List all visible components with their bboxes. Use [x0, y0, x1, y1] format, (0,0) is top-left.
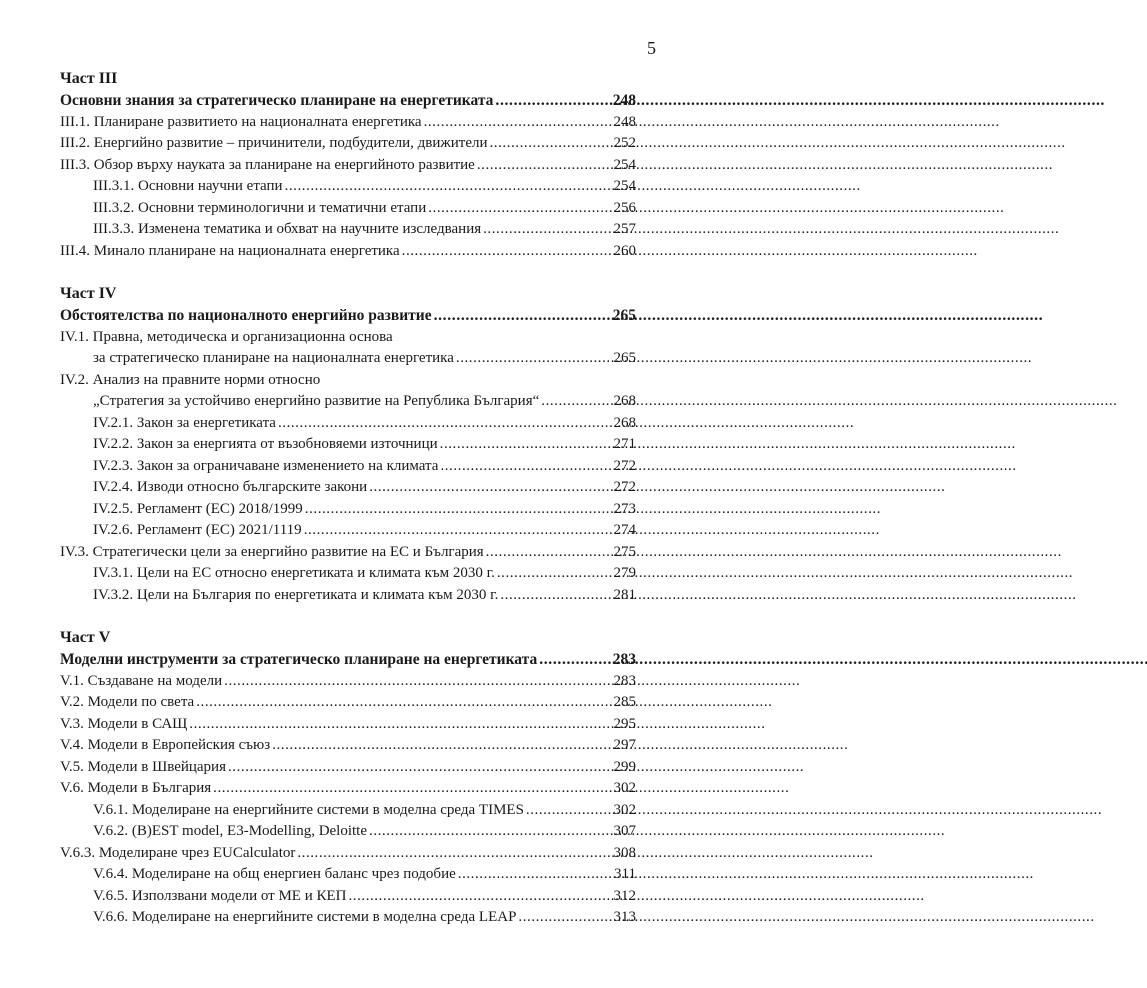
toc-entry-label: V.6.1. Моделиране на енергийните системи в моделна среда TIMES	[93, 801, 524, 818]
toc-entry[interactable]	[60, 821, 636, 843]
toc-leader-dots	[495, 90, 610, 112]
toc-entry-label: IV.2.3. Закон за ограничаване изменението на климата	[93, 457, 439, 474]
toc-leader-dots	[189, 714, 611, 736]
toc-entry[interactable]	[60, 778, 636, 800]
toc-leader-dots	[278, 413, 612, 435]
toc-leader-dots	[228, 757, 612, 779]
toc-entry[interactable]	[60, 671, 636, 693]
toc-entry[interactable]	[60, 219, 636, 241]
toc-leader-dots	[477, 155, 612, 177]
toc-entry-page: 295	[613, 715, 636, 732]
toc-leader-dots	[196, 692, 611, 714]
toc-entry[interactable]	[60, 176, 636, 198]
toc-chapter-title[interactable]	[60, 90, 636, 112]
toc-leader-dots	[486, 542, 612, 564]
toc-entry-page: 268	[613, 393, 636, 409]
toc-entry-label: V.1. Създаване на модели	[60, 672, 223, 689]
toc-entry-label: V.5. Модели в Швейцария	[60, 758, 226, 775]
toc-entry-label: V.6.2. (B)EST model, E3-Modelling, Deloitte	[93, 823, 368, 839]
toc-entry-label: IV.2.1. Закон за енергетиката	[93, 414, 276, 431]
toc-entry-page: 265	[613, 350, 636, 366]
toc-entry[interactable]	[60, 864, 636, 886]
toc-leader-dots	[428, 198, 611, 220]
toc-entry-page: 252	[613, 135, 636, 151]
toc-entry-label: V.4. Модели в Европейския съюз	[60, 737, 271, 753]
toc-entry-page: 273	[613, 500, 636, 517]
toc-entry[interactable]	[60, 413, 636, 435]
toc-entry[interactable]	[60, 198, 636, 220]
toc-entry-page: 313	[613, 909, 636, 925]
table-of-contents	[60, 68, 636, 950]
toc-entry[interactable]	[60, 843, 636, 865]
toc-entry-page: 312	[613, 887, 636, 904]
toc-entry[interactable]	[60, 757, 636, 779]
toc-leader-dots	[518, 907, 611, 929]
toc-chapter-title[interactable]	[60, 305, 636, 327]
toc-entry-page: 299	[613, 758, 636, 775]
toc-section	[60, 627, 636, 929]
toc-entry[interactable]	[60, 241, 636, 263]
toc-entry[interactable]	[60, 112, 636, 134]
toc-entry-page: 302	[613, 801, 636, 818]
toc-entry-page: 297	[613, 737, 636, 753]
toc-entry-page: 265	[612, 307, 636, 324]
toc-entry-label: IV.1. Правна, методическа и организационна основа	[60, 328, 393, 345]
toc-entry-label: Основни знания за стратегическо планиране на енергетиката	[60, 92, 494, 109]
toc-entry[interactable]	[60, 499, 636, 521]
toc-entry-label: V.6.4. Моделиране на общ енергиен баланс чрез подобие	[93, 866, 456, 882]
toc-entry-continuation[interactable]	[60, 391, 636, 413]
toc-entry-page: 248	[613, 113, 636, 130]
toc-entry-label: V.3. Модели в САЩ	[60, 715, 188, 732]
toc-leader-dots	[434, 305, 611, 327]
section-heading: Част IV	[60, 285, 117, 302]
toc-entry[interactable]	[60, 714, 636, 736]
toc-entry[interactable]	[60, 886, 636, 908]
toc-entry-label: III.3.3. Изменена тематика и обхват на научните изследвания	[93, 221, 482, 237]
toc-leader-dots	[224, 671, 611, 693]
toc-entry-label: V.6.3. Моделиране чрез EUCalculator	[60, 844, 296, 861]
toc-entry[interactable]	[60, 585, 636, 607]
toc-leader-dots	[497, 563, 612, 585]
toc-entry[interactable]	[60, 434, 636, 456]
toc-entry-page: 308	[613, 844, 636, 861]
toc-entry-label: IV.2.4. Изводи относно българските закони	[93, 479, 368, 495]
toc-leader-dots	[285, 176, 612, 198]
toc-leader-dots	[349, 886, 612, 908]
toc-entry-continuation-label: за стратегическо планиране на националната енергетика	[93, 350, 454, 366]
toc-leader-dots	[272, 735, 611, 757]
toc-leader-dots	[213, 778, 611, 800]
toc-leader-dots	[304, 520, 612, 542]
toc-entry[interactable]	[60, 327, 636, 349]
toc-entry-page: 268	[613, 414, 636, 431]
toc-entry-page: 272	[613, 457, 636, 474]
toc-entry-page: 260	[613, 242, 636, 259]
toc-entry-label: IV.2.2. Закон за енергията от възобновяеми източници	[93, 436, 438, 452]
toc-entry[interactable]	[60, 520, 636, 542]
toc-leader-dots	[402, 241, 612, 263]
toc-entry-page: 279	[613, 565, 636, 581]
toc-entry-page: 271	[613, 436, 636, 452]
toc-entry-page: 283	[612, 651, 636, 668]
toc-entry-label: V.2. Модели по света	[60, 694, 195, 710]
toc-leader-dots	[369, 821, 611, 843]
toc-leader-dots	[369, 477, 611, 499]
toc-entry-label: Обстоятелства по националното енергийно развитие	[60, 307, 432, 324]
toc-leader-dots	[424, 112, 612, 134]
toc-entry-page: 274	[613, 522, 636, 538]
toc-entry[interactable]	[60, 155, 636, 177]
toc-entry-page: 281	[613, 586, 636, 603]
toc-section	[60, 283, 636, 606]
toc-leader-dots	[541, 391, 611, 413]
toc-leader-dots	[440, 434, 612, 456]
toc-leader-dots	[440, 456, 611, 478]
toc-entry-page: 307	[613, 823, 636, 839]
toc-entry[interactable]	[60, 370, 636, 392]
toc-section	[60, 68, 636, 262]
toc-entry[interactable]	[60, 456, 636, 478]
toc-entry-label: III.4. Минало планиране на националната енергетика	[60, 242, 400, 259]
toc-entry-page: 272	[613, 479, 636, 495]
toc-leader-dots	[458, 864, 612, 886]
toc-entry[interactable]	[60, 800, 636, 822]
toc-entry-page: 275	[613, 543, 636, 560]
toc-entry-label: IV.2.5. Регламент (ЕС) 2018/1999	[93, 500, 303, 517]
toc-entry-label: III.1. Планиране развитието на националната енергетика	[60, 113, 422, 130]
toc-entry-label: V.6. Модели в България	[60, 780, 212, 796]
toc-leader-dots	[500, 585, 611, 607]
toc-entry-page: 302	[613, 780, 636, 796]
toc-entry[interactable]	[60, 692, 636, 714]
section-heading: Част III	[60, 70, 118, 87]
toc-entry-label: IV.3.2. Цели на България по енергетиката и климата към 2030 г.	[93, 586, 499, 603]
toc-entry-label: III.3.2. Основни терминологични и тематични етапи	[93, 199, 427, 216]
toc-entry-page: 254	[613, 156, 636, 173]
toc-entry[interactable]	[60, 133, 636, 155]
toc-chapter-title[interactable]	[60, 649, 636, 671]
toc-entry[interactable]	[60, 542, 636, 564]
toc-entry-label: III.3.1. Основни научни етапи	[93, 178, 283, 194]
toc-entry-label: III.3. Обзор върху науката за планиране на енергийното развитие	[60, 156, 475, 173]
toc-leader-dots	[490, 133, 612, 155]
toc-entry-label: IV.2.6. Регламент (ЕС) 2021/1119	[93, 522, 302, 538]
toc-entry[interactable]	[60, 735, 636, 757]
toc-entry-label: III.2. Енергийно развитие – причинители, подбудители, движители	[60, 135, 488, 151]
toc-leader-dots	[456, 348, 612, 370]
toc-entry-continuation[interactable]	[60, 348, 636, 370]
toc-entry-page: 283	[613, 672, 636, 689]
toc-entry-label: Моделни инструменти за стратегическо планиране на енергетиката	[60, 651, 538, 668]
toc-entry-page: 254	[613, 178, 636, 194]
section-heading: Част V	[60, 629, 111, 646]
toc-entry[interactable]	[60, 477, 636, 499]
toc-entry-label: IV.3. Стратегически цели за енергийно развитие на ЕС и България	[60, 543, 484, 560]
toc-leader-dots	[297, 843, 611, 865]
toc-entry-label: IV.3.1. Цели на ЕС относно енергетиката и климата към 2030 г.	[93, 565, 495, 581]
toc-leader-dots	[526, 800, 612, 822]
toc-entry-continuation-label: „Стратегия за устойчиво енергийно развитие на Република България“	[93, 393, 540, 409]
page-number: 5	[647, 38, 656, 58]
toc-leader-dots	[539, 649, 611, 671]
toc-entry-page: 257	[613, 221, 636, 237]
toc-entry-label: V.6.6. Моделиране на енергийните системи в моделна среда LEAP	[93, 909, 517, 925]
toc-entry-page: 311	[614, 866, 636, 882]
toc-entry-label: IV.2. Анализ на правните норми относно	[60, 371, 321, 388]
toc-entry[interactable]	[60, 907, 636, 929]
toc-leader-dots	[305, 499, 612, 521]
toc-entry-page: 248	[612, 92, 636, 109]
toc-leader-dots	[483, 219, 611, 241]
toc-entry-page: 285	[613, 694, 636, 710]
toc-entry-label: V.6.5. Използвани модели от МЕ и КЕП	[93, 887, 347, 904]
toc-entry[interactable]	[60, 563, 636, 585]
toc-entry-page: 256	[613, 199, 636, 216]
